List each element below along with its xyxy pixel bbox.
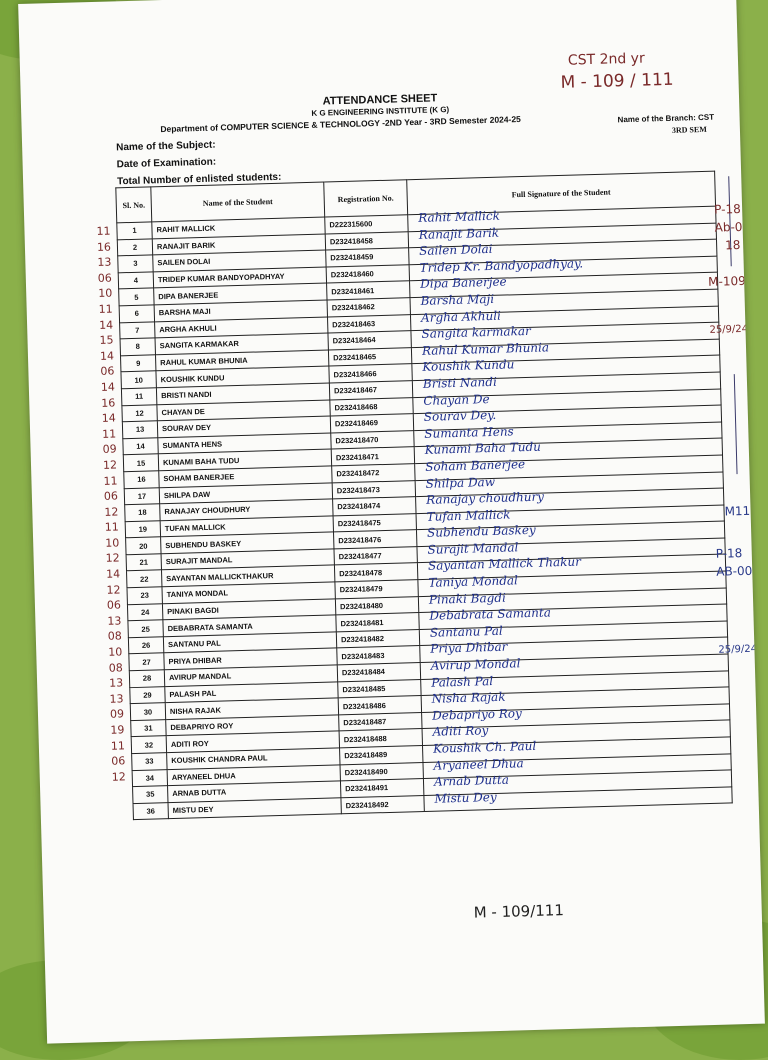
registration-number: D232418464	[328, 331, 411, 350]
student-signature: Debapriyo Roy	[431, 706, 523, 723]
margin-mark: 09	[102, 442, 117, 457]
student-signature: Santanu Pal	[429, 623, 503, 640]
student-signature: Avirup Mondal	[430, 656, 521, 673]
serial-number: 20	[126, 537, 161, 555]
margin-mark: 14	[99, 349, 115, 363]
registration-number: D232418483	[337, 646, 420, 665]
serial-number: 17	[124, 487, 159, 505]
serial-number: 27	[129, 653, 164, 671]
serial-number: 34	[132, 769, 167, 787]
student-name: PALASH PAL	[165, 681, 338, 702]
student-signature: Shilpa Daw	[425, 474, 496, 491]
student-signature: Tufan Mallick	[426, 507, 511, 524]
student-signature: Soham Banerjee	[425, 456, 526, 474]
exam-date-label: Date of Examination:	[116, 156, 217, 171]
margin-mark: 13	[109, 692, 124, 706]
student-signature: Sayantan Mallick Thakur	[427, 554, 582, 574]
serial-number: 25	[128, 620, 163, 638]
registration-number: D232418489	[340, 746, 423, 765]
col-header-reg: Registration No.	[324, 180, 408, 217]
serial-number: 36	[133, 802, 168, 820]
student-name: TUFAN MALLICK	[160, 516, 333, 537]
side-note-room-2: M111	[724, 503, 759, 519]
registration-number: D232418475	[333, 513, 416, 532]
student-name: SUBHENDU BASKEY	[161, 532, 334, 553]
registration-number: D232418459	[326, 248, 409, 267]
serial-number: 22	[127, 570, 162, 588]
margin-mark: 12	[111, 770, 126, 784]
margin-mark: 15	[99, 333, 114, 348]
student-signature: Argha Akhuli	[420, 308, 502, 325]
student-signature: Sourav Dey.	[423, 407, 497, 424]
margin-mark: 14	[98, 318, 114, 332]
registration-number: D222315600	[325, 215, 408, 234]
margin-mark: 14	[100, 380, 116, 394]
serial-number: 21	[126, 554, 161, 572]
student-signature: Koushik Ch. Paul	[432, 738, 537, 756]
registration-number: D232418474	[333, 497, 416, 516]
serial-number: 19	[125, 520, 160, 538]
student-signature: Nisha Rajak	[431, 689, 506, 706]
student-signature: Dipa Banerjee	[419, 274, 507, 292]
top-note-line1: CST 2nd yr	[567, 50, 645, 69]
registration-number: D232418492	[341, 795, 424, 814]
registration-number: D232418476	[334, 530, 417, 549]
side-note-present: P-18	[713, 201, 741, 217]
serial-number: 24	[127, 603, 162, 621]
registration-number: D232418484	[337, 663, 420, 682]
serial-number: 33	[132, 753, 167, 771]
side-bracket-middle	[734, 374, 738, 474]
registration-number: D232418472	[332, 464, 415, 483]
student-name: BARSHA MAJI	[154, 300, 327, 321]
margin-mark: 11	[96, 224, 111, 238]
margin-mark: 12	[105, 551, 120, 566]
student-name: RAHIT MALLICK	[152, 217, 325, 238]
margin-mark: 19	[110, 723, 125, 737]
student-signature: Rahit Mallick	[418, 208, 501, 225]
registration-number: D232418463	[327, 314, 410, 333]
student-name: PINAKI BAGDI	[162, 599, 335, 620]
subject-label: Name of the Subject:	[116, 139, 216, 154]
student-signature: Kunami Baha Tudu	[424, 439, 542, 458]
top-note-line2: M - 109 / 111	[560, 69, 674, 93]
margin-mark: 12	[106, 583, 121, 597]
serial-number: 6	[119, 305, 154, 323]
registration-number: D232418491	[340, 779, 423, 798]
student-signature: Taniya Mondal	[428, 573, 519, 590]
registration-number: D232418477	[334, 546, 417, 565]
side-note-absent-2: AB-00	[716, 563, 753, 579]
margin-mark: 16	[96, 240, 112, 254]
registration-number: D232418468	[330, 397, 413, 416]
registration-number: D232418479	[335, 580, 418, 599]
registration-number: D232418471	[331, 447, 414, 466]
serial-number: 8	[120, 338, 155, 356]
attendance-table	[115, 171, 732, 821]
registration-number: D232418482	[336, 629, 419, 648]
signature-cell	[424, 787, 732, 812]
enlisted-label: Total Number of enlisted students:	[116, 171, 282, 188]
student-signature: Rahul Kumar Bhunia	[421, 340, 550, 358]
student-signature: Sailen Dolai	[418, 242, 493, 259]
side-note-total: 18	[724, 237, 741, 253]
registration-number: D232418467	[329, 381, 412, 400]
semester-label: 3RD SEM	[671, 124, 707, 135]
student-name: DEBABRATA SAMANTA	[163, 615, 336, 636]
student-signature: Subhendu Baskey	[426, 523, 536, 541]
student-name: TRIDEP KUMAR BANDYOPADHYAY	[153, 267, 326, 288]
serial-number: 5	[119, 288, 154, 306]
student-name: SHILPA DAW	[159, 482, 332, 503]
student-name: PRIYA DHIBAR	[164, 648, 337, 669]
student-name: SAYANTAN MALLICKTHAKUR	[162, 565, 335, 586]
registration-number: D232418469	[330, 414, 413, 433]
registration-number: D232418487	[339, 712, 422, 731]
margin-mark: 14	[101, 411, 116, 425]
student-signature: Koushik Kundu	[422, 357, 515, 375]
margin-mark: 11	[104, 520, 119, 535]
student-signature: Barsha Maji	[420, 291, 495, 308]
student-signature: Pinaki Bagdi	[428, 590, 506, 607]
serial-number: 4	[118, 272, 153, 290]
margin-mark: 10	[105, 536, 120, 550]
side-note-date-2: 25/9/24	[718, 643, 758, 656]
student-signature: Palash Pal	[431, 673, 494, 690]
registration-number: D232418485	[338, 679, 421, 698]
serial-number: 1	[117, 222, 152, 240]
serial-number: 18	[125, 504, 160, 522]
student-name: SANGITA KARMAKAR	[155, 333, 328, 354]
student-name: SANTANU PAL	[163, 632, 336, 653]
col-header-signature: Full Signature of the Student	[407, 171, 716, 215]
student-signature: Sumanta Hens	[424, 424, 514, 441]
student-signature: Tridep Kr. Bandyopadhyay.	[419, 256, 584, 275]
student-signature: Arnab Dutta	[433, 772, 510, 789]
serial-number: 10	[121, 371, 156, 389]
student-name: SOURAV DEY	[157, 416, 330, 437]
margin-mark: 08	[108, 660, 123, 675]
student-name: SAILEN DOLAI	[153, 250, 326, 271]
side-note-room: M-109	[707, 273, 746, 289]
sheet-title: ATTENDANCE SHEET	[322, 92, 438, 108]
student-name: TANIYA MONDAL	[162, 582, 335, 603]
student-signature: Ranajay choudhury	[425, 489, 545, 507]
serial-number: 2	[117, 238, 152, 256]
department-line: Department of COMPUTER SCIENCE & TECHNOLOGY -2ND Year - 3RD Semester 2024-25	[160, 114, 521, 135]
student-name: ARYANEEL DHUA	[167, 764, 340, 785]
student-name: KUNAMI BAHA TUDU	[158, 449, 331, 470]
student-signature: Surajit Mandal	[427, 540, 519, 557]
student-name: CHAYAN DE	[157, 400, 330, 421]
serial-number: 32	[131, 736, 166, 754]
margin-mark: 13	[107, 614, 122, 628]
margin-mark: 12	[104, 505, 119, 519]
student-name: BRISTI NANDI	[156, 383, 329, 404]
student-name: NISHA RAJAK	[165, 698, 338, 719]
student-signature: Ranajit Barik	[418, 225, 500, 242]
student-signature: Bristi Nandi	[422, 374, 498, 391]
serial-number: 29	[130, 686, 165, 704]
registration-number: D232418465	[328, 347, 411, 366]
registration-number: D232418480	[335, 596, 418, 615]
student-name: SOHAM BANERJEE	[159, 466, 332, 487]
registration-number: D232418490	[340, 762, 423, 781]
student-signature: Aryaneel Dhua	[433, 755, 524, 773]
institute-name: K G ENGINEERING INSTITUTE (K G)	[311, 105, 450, 118]
margin-mark: 11	[103, 473, 118, 488]
student-signature: Sangita karmakar	[421, 323, 531, 342]
margin-mark: 10	[98, 286, 113, 301]
serial-number: 15	[123, 454, 158, 472]
bottom-note: M - 109/111	[473, 901, 565, 922]
registration-number: D232418460	[326, 264, 409, 283]
registration-number: D232418466	[329, 364, 412, 383]
serial-number: 14	[123, 438, 158, 456]
margin-mark: 08	[107, 629, 123, 644]
registration-number: D232418462	[327, 298, 410, 317]
student-name: KOUSHIK KUNDU	[156, 366, 329, 387]
serial-number: 3	[118, 255, 153, 273]
student-name: DEBAPRIYO ROY	[166, 715, 339, 736]
student-name: ADITI ROY	[166, 731, 339, 752]
registration-number: D232418458	[325, 231, 408, 250]
margin-mark: 11	[110, 738, 126, 753]
registration-number: D232418470	[331, 430, 414, 449]
student-name: ARGHA AKHULI	[155, 317, 328, 338]
serial-number: 31	[131, 719, 166, 737]
serial-number: 16	[124, 471, 159, 489]
registration-number: D232418461	[327, 281, 410, 300]
serial-number: 26	[128, 637, 163, 655]
student-signature: Priya Dhibar	[430, 640, 508, 657]
attendance-paper	[18, 0, 765, 1044]
serial-number: 30	[130, 703, 165, 721]
student-signature: Debabrata Samanta	[429, 605, 552, 624]
student-name: RAHUL KUMAR BHUNIA	[155, 350, 328, 371]
margin-mark: 11	[101, 427, 117, 441]
branch-label: Name of the Branch: CST	[617, 112, 715, 125]
side-note-absent: Ab-0	[714, 219, 743, 235]
student-name: RANAJIT BARIK	[152, 234, 325, 255]
margin-mark: 13	[108, 676, 124, 690]
side-note-date: 25/9/24	[709, 323, 749, 336]
serial-number: 7	[120, 321, 155, 339]
student-signature: Aditi Roy	[432, 723, 489, 740]
margin-mark: 06	[100, 364, 115, 379]
student-name: KOUSHIK CHANDRA PAUL	[167, 748, 340, 769]
student-name: SUMANTA HENS	[158, 433, 331, 454]
serial-number: 11	[121, 388, 156, 406]
margin-mark: 11	[98, 302, 113, 316]
registration-number: D232418488	[339, 729, 422, 748]
serial-number: 28	[129, 670, 164, 688]
student-name: DIPA BANERJEE	[154, 283, 327, 304]
student-name: SURAJIT MANDAL	[161, 549, 334, 570]
margin-mark: 06	[97, 271, 113, 285]
side-note-present-2: P-18	[715, 546, 743, 561]
student-name: RANAJAY CHOUDHURY	[160, 499, 333, 520]
margin-mark: 16	[101, 396, 116, 410]
margin-mark: 06	[106, 598, 122, 613]
student-signature: Mistu Dey	[434, 789, 497, 806]
serial-number: 12	[122, 404, 157, 422]
serial-number: 9	[120, 355, 155, 373]
student-signature: Chayan De	[423, 391, 490, 408]
margin-mark: 13	[97, 255, 112, 270]
registration-number: D232418473	[332, 480, 415, 499]
serial-number: 13	[122, 421, 157, 439]
margin-mark: 06	[111, 754, 126, 768]
student-name: AVIRUP MANDAL	[164, 665, 337, 686]
margin-mark: 12	[102, 458, 118, 472]
student-name: ARNAB DUTTA	[168, 781, 341, 802]
margin-mark: 09	[109, 707, 125, 722]
serial-number: 23	[127, 587, 162, 605]
margin-mark: 10	[108, 645, 123, 659]
registration-number: D232418486	[338, 696, 421, 715]
col-header-name: Name of the Student	[151, 182, 325, 222]
registration-number: D232418481	[336, 613, 419, 632]
col-header-sl: Sl. No.	[116, 187, 152, 223]
registration-number: D232418478	[334, 563, 417, 582]
margin-mark: 06	[103, 489, 119, 503]
serial-number: 35	[133, 786, 168, 804]
student-name: MISTU DEY	[168, 798, 341, 819]
margin-mark: 14	[105, 567, 121, 581]
